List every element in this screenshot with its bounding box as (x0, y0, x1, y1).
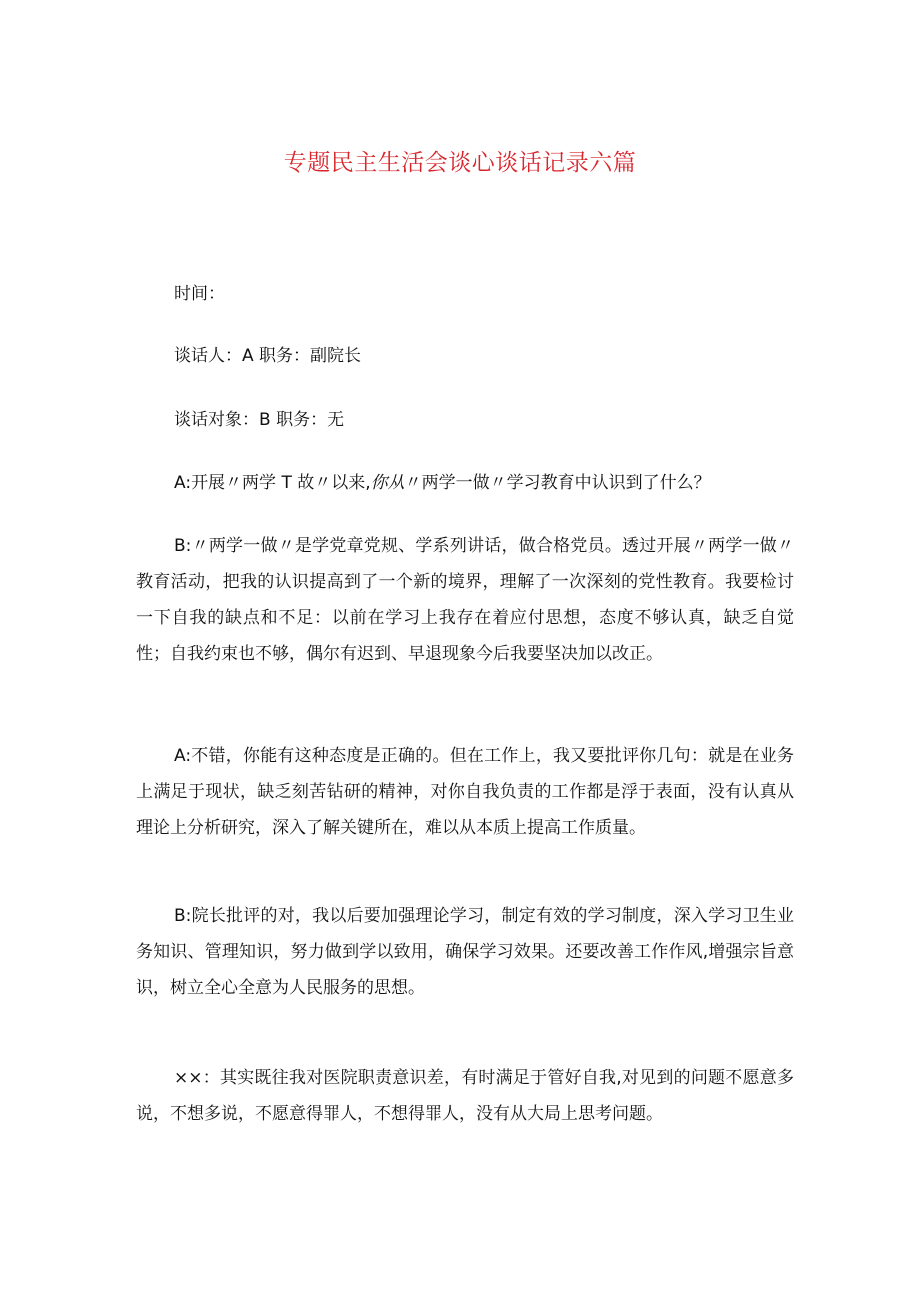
paragraph-b-response (136, 898, 794, 1006)
paragraph-text: 其实既往我对医院职责意识差，有时满足于管好自我,对见到的问题不愿意多说，不想多说，不愿意得罪人，不想得罪人，没有从大局上思考问题。 (136, 1068, 794, 1124)
paragraph-a-critique (136, 738, 794, 846)
document-title: 专题民主生活会谈心谈话记录六篇 (283, 150, 637, 176)
paragraph-text: 〃两学一做〃学习教育中认识到了什么？ (404, 473, 711, 493)
paragraph-xx-reflection (136, 1060, 794, 1132)
paragraph-text-italic: 你从 (370, 473, 405, 493)
paragraph-text: 〃两学一做〃是学党章党规、学系列讲话，做合格党员。透过开展〃两学一做〃教育活动，把我的认识提高到了一个新的境界，理解了一次深刻的党性教育。我要检讨一下自我的缺点和不足：以前在学习上我存在着应付思想，态度不够认真，缺乏自觉性；自我约束也不够，偶尔有迟到、早退现象今后我要坚决加以改正。 (136, 536, 794, 664)
speaker-label: ××： (174, 1068, 220, 1088)
meta-target: 谈话对象：B 职务：无 (174, 410, 345, 430)
speaker-label: B: (174, 906, 192, 926)
meta-speaker: 谈话人：A 职务：副院长 (174, 346, 362, 366)
speaker-label: A: (174, 473, 192, 493)
meta-time: 时间： (174, 284, 225, 304)
paragraph-a-question (136, 465, 794, 501)
paragraph-text: 开展〃两学 T 故〃以来, (191, 473, 371, 493)
paragraph-text: 不错，你能有这种态度是正确的。但在工作上，我又要批评你几句：就是在业务上满足于现状，缺乏刻苦钻研的精神，对你自我负责的工作都是浮于表面，没有认真从理论上分析研究，深入了解关键所在，难以从本质上提高工作质量。 (136, 746, 794, 838)
speaker-label: A: (174, 746, 192, 766)
paragraph-text: 院长批评的对，我以后要加强理论学习，制定有效的学习制度，深入学习卫生业务知识、管理知识，努力做到学以致用，确保学习效果。还要改善工作作风,增强宗旨意识，树立全心全意为人民服务的思想。 (136, 906, 794, 998)
paragraph-b-answer (136, 528, 794, 672)
speaker-label: B: (174, 536, 192, 556)
